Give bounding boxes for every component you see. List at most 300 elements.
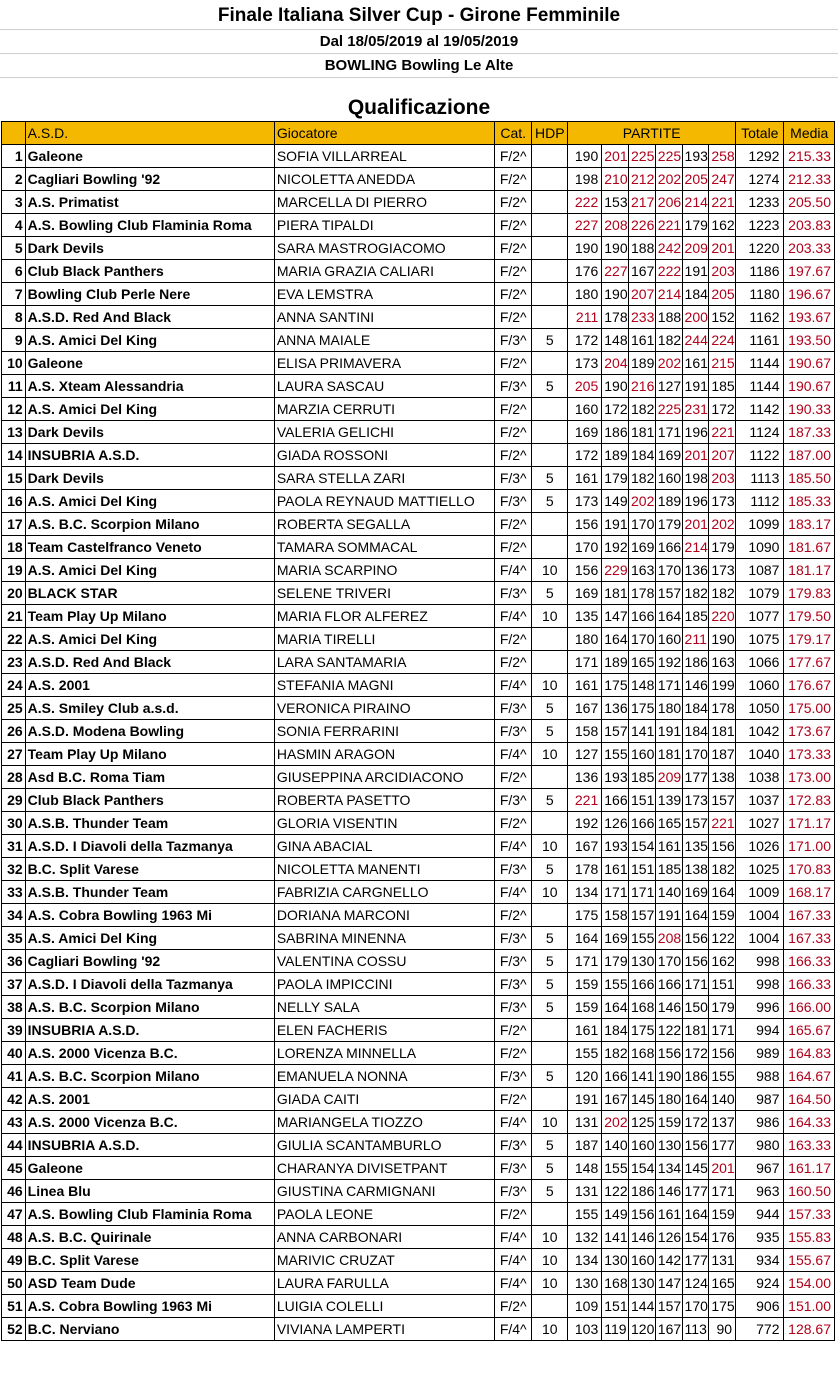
game-score-cell: 160 [655,467,682,490]
player-cell: LARA SANTAMARIA [274,651,494,674]
rank-cell: 14 [2,444,26,467]
game-score-cell: 136 [568,766,602,789]
table-row [2,927,835,950]
game-score-cell: 172 [602,398,629,421]
total-cell: 1186 [736,260,784,283]
average-cell: 173.00 [784,766,835,789]
handicap-cell: 5 [532,996,568,1019]
game-score-cell: 127 [568,743,602,766]
total-cell: 1233 [736,191,784,214]
handicap-cell [532,444,568,467]
rank-cell: 22 [2,628,26,651]
table-row [2,1272,835,1295]
average-cell: 187.33 [784,421,835,444]
average-cell: 164.50 [784,1088,835,1111]
game-score-cell: 177 [682,766,709,789]
category-cell: F/2^ [495,766,532,789]
table-row [2,973,835,996]
average-cell: 172.83 [784,789,835,812]
handicap-cell [532,1019,568,1042]
handicap-cell [532,214,568,237]
total-cell: 934 [736,1249,784,1272]
total-cell: 1180 [736,283,784,306]
game-score-cell: 193 [682,145,709,168]
game-score-cell: 144 [629,1295,656,1318]
category-cell: F/2^ [495,214,532,237]
total-cell: 1009 [736,881,784,904]
table-row [2,398,835,421]
game-score-cell: 170 [629,513,656,536]
total-cell: 987 [736,1088,784,1111]
game-score-cell: 176 [709,1226,736,1249]
game-score-cell: 233 [629,306,656,329]
game-score-cell: 200 [682,306,709,329]
category-cell: F/4^ [495,1318,532,1341]
player-cell: GLORIA VISENTIN [274,812,494,835]
player-cell: SOFIA VILLARREAL [274,145,494,168]
game-score-cell: 204 [602,352,629,375]
club-cell: A.S.D. Red And Black [25,651,274,674]
game-score-cell: 185 [629,766,656,789]
game-score-cell: 156 [682,1134,709,1157]
game-score-cell: 161 [568,467,602,490]
game-score-cell: 164 [602,628,629,651]
category-cell: F/2^ [495,421,532,444]
player-cell: NICOLETTA MANENTI [274,858,494,881]
game-score-cell: 122 [655,1019,682,1042]
category-cell: F/3^ [495,720,532,743]
rank-cell: 25 [2,697,26,720]
club-cell: A.S. Cobra Bowling 1963 Mi [25,904,274,927]
game-score-cell: 187 [709,743,736,766]
rank-cell: 46 [2,1180,26,1203]
game-score-cell: 172 [682,1111,709,1134]
rank-cell: 48 [2,1226,26,1249]
game-score-cell: 186 [682,1065,709,1088]
table-row [2,421,835,444]
col-header-hdp: HDP [532,122,568,145]
player-cell: GINA ABACIAL [274,835,494,858]
category-cell: F/2^ [495,168,532,191]
game-score-cell: 145 [629,1088,656,1111]
rank-cell: 28 [2,766,26,789]
game-score-cell: 182 [655,329,682,352]
game-score-cell: 109 [568,1295,602,1318]
table-row [2,329,835,352]
game-score-cell: 156 [629,1203,656,1226]
game-score-cell: 159 [709,904,736,927]
category-cell: F/2^ [495,237,532,260]
table-row [2,145,835,168]
game-score-cell: 180 [655,1088,682,1111]
total-cell: 1223 [736,214,784,237]
game-score-cell: 173 [682,789,709,812]
club-cell: A.S.D. I Diavoli della Tazmanya [25,973,274,996]
game-score-cell: 166 [655,536,682,559]
game-score-cell: 188 [655,306,682,329]
player-cell: MARCELLA DI PIERRO [274,191,494,214]
table-row [2,352,835,375]
rank-cell: 41 [2,1065,26,1088]
player-cell: GIULIA SCANTAMBURLO [274,1134,494,1157]
rank-cell: 24 [2,674,26,697]
game-score-cell: 167 [602,1088,629,1111]
game-score-cell: 156 [709,835,736,858]
game-score-cell: 225 [655,145,682,168]
player-cell: NELLY SALA [274,996,494,1019]
game-score-cell: 172 [568,329,602,352]
average-cell: 161.17 [784,1157,835,1180]
player-cell: GIADA ROSSONI [274,444,494,467]
game-score-cell: 231 [682,398,709,421]
handicap-cell: 10 [532,881,568,904]
game-score-cell: 220 [709,605,736,628]
average-cell: 181.17 [784,559,835,582]
rank-cell: 47 [2,1203,26,1226]
category-cell: F/3^ [495,467,532,490]
game-score-cell: 214 [682,191,709,214]
category-cell: F/2^ [495,352,532,375]
game-score-cell: 227 [602,260,629,283]
club-cell: Team Play Up Milano [25,743,274,766]
category-cell: F/2^ [495,513,532,536]
game-score-cell: 171 [682,973,709,996]
game-score-cell: 224 [709,329,736,352]
game-score-cell: 179 [709,536,736,559]
rank-cell: 18 [2,536,26,559]
game-score-cell: 130 [602,1249,629,1272]
club-cell: A.S.D. Red And Black [25,306,274,329]
handicap-cell: 5 [532,1065,568,1088]
game-score-cell: 207 [629,283,656,306]
game-score-cell: 173 [568,352,602,375]
category-cell: F/3^ [495,973,532,996]
game-score-cell: 159 [568,973,602,996]
game-score-cell: 184 [682,697,709,720]
club-cell: A.S. Cobra Bowling 1963 Mi [25,1295,274,1318]
game-score-cell: 161 [682,352,709,375]
game-score-cell: 196 [682,421,709,444]
total-cell: 944 [736,1203,784,1226]
average-cell: 166.33 [784,950,835,973]
player-cell: GIUSEPPINA ARCIDIACONO [274,766,494,789]
game-score-cell: 124 [682,1272,709,1295]
table-row [2,191,835,214]
club-cell: A.S.B. Thunder Team [25,812,274,835]
table-row [2,651,835,674]
handicap-cell [532,260,568,283]
club-cell: ASD Team Dude [25,1272,274,1295]
game-score-cell: 168 [629,1042,656,1065]
game-score-cell: 196 [682,490,709,513]
game-score-cell: 146 [682,674,709,697]
game-score-cell: 170 [568,536,602,559]
category-cell: F/2^ [495,1203,532,1226]
player-cell: PAOLA LEONE [274,1203,494,1226]
game-score-cell: 150 [682,996,709,1019]
club-cell: A.S. Amici Del King [25,559,274,582]
player-cell: MARIA TIRELLI [274,628,494,651]
player-cell: VIVIANA LAMPERTI [274,1318,494,1341]
total-cell: 989 [736,1042,784,1065]
rank-cell: 27 [2,743,26,766]
handicap-cell [532,651,568,674]
game-score-cell: 190 [602,237,629,260]
table-row [2,283,835,306]
total-cell: 1026 [736,835,784,858]
club-cell: A.S. Primatist [25,191,274,214]
table-row [2,605,835,628]
game-score-cell: 161 [655,835,682,858]
table-row [2,812,835,835]
game-score-cell: 171 [602,881,629,904]
game-score-cell: 175 [709,1295,736,1318]
category-cell: F/2^ [495,145,532,168]
handicap-cell [532,145,568,168]
game-score-cell: 180 [655,697,682,720]
club-cell: A.S.D. I Diavoli della Tazmanya [25,835,274,858]
handicap-cell: 10 [532,1249,568,1272]
game-score-cell: 164 [682,1203,709,1226]
game-score-cell: 141 [629,720,656,743]
game-score-cell: 182 [629,467,656,490]
average-cell: 177.67 [784,651,835,674]
game-score-cell: 201 [709,1157,736,1180]
game-score-cell: 211 [682,628,709,651]
rank-cell: 5 [2,237,26,260]
game-score-cell: 205 [682,168,709,191]
handicap-cell: 5 [532,973,568,996]
table-row [2,1318,835,1341]
game-score-cell: 164 [602,996,629,1019]
game-score-cell: 146 [655,996,682,1019]
handicap-cell: 5 [532,789,568,812]
game-score-cell: 159 [655,1111,682,1134]
handicap-cell: 10 [532,743,568,766]
category-cell: F/3^ [495,789,532,812]
table-row [2,467,835,490]
game-score-cell: 113 [682,1318,709,1341]
game-score-cell: 125 [629,1111,656,1134]
average-cell: 179.83 [784,582,835,605]
category-cell: F/2^ [495,444,532,467]
rank-cell: 16 [2,490,26,513]
rank-cell: 35 [2,927,26,950]
game-score-cell: 171 [709,1019,736,1042]
game-score-cell: 126 [602,812,629,835]
game-score-cell: 202 [629,490,656,513]
game-score-cell: 155 [629,927,656,950]
handicap-cell [532,536,568,559]
club-cell: A.S. Amici Del King [25,329,274,352]
game-score-cell: 156 [655,1042,682,1065]
game-score-cell: 139 [655,789,682,812]
game-score-cell: 173 [709,490,736,513]
handicap-cell [532,1203,568,1226]
total-cell: 1060 [736,674,784,697]
player-cell: ROBERTA SEGALLA [274,513,494,536]
game-score-cell: 162 [709,950,736,973]
player-cell: PAOLA IMPICCINI [274,973,494,996]
game-score-cell: 205 [568,375,602,398]
game-score-cell: 149 [602,490,629,513]
game-score-cell: 169 [655,444,682,467]
game-score-cell: 192 [655,651,682,674]
game-score-cell: 212 [629,168,656,191]
handicap-cell [532,237,568,260]
handicap-cell: 5 [532,490,568,513]
table-row [2,996,835,1019]
club-cell: A.S. Bowling Club Flaminia Roma [25,1203,274,1226]
game-score-cell: 171 [629,881,656,904]
total-cell: 986 [736,1111,784,1134]
average-cell: 167.33 [784,927,835,950]
average-cell: 173.67 [784,720,835,743]
game-score-cell: 166 [629,812,656,835]
total-cell: 1066 [736,651,784,674]
game-score-cell: 177 [682,1180,709,1203]
player-cell: SONIA FERRARINI [274,720,494,743]
table-header-row [2,122,835,145]
category-cell: F/2^ [495,628,532,651]
table-row [2,904,835,927]
handicap-cell [532,812,568,835]
category-cell: F/2^ [495,812,532,835]
average-cell: 170.83 [784,858,835,881]
game-score-cell: 131 [709,1249,736,1272]
game-score-cell: 165 [655,812,682,835]
game-score-cell: 167 [655,1318,682,1341]
total-cell: 1292 [736,145,784,168]
game-score-cell: 178 [709,697,736,720]
game-score-cell: 136 [602,697,629,720]
game-score-cell: 191 [568,1088,602,1111]
total-cell: 1004 [736,927,784,950]
game-score-cell: 155 [602,743,629,766]
average-cell: 205.50 [784,191,835,214]
game-score-cell: 202 [655,352,682,375]
game-score-cell: 178 [629,582,656,605]
table-row [2,950,835,973]
handicap-cell [532,766,568,789]
rank-cell: 32 [2,858,26,881]
game-score-cell: 221 [655,214,682,237]
game-score-cell: 154 [629,1157,656,1180]
category-cell: F/2^ [495,306,532,329]
total-cell: 967 [736,1157,784,1180]
total-cell: 1113 [736,467,784,490]
game-score-cell: 208 [655,927,682,950]
rank-cell: 31 [2,835,26,858]
game-score-cell: 134 [568,1249,602,1272]
handicap-cell [532,306,568,329]
handicap-cell [532,398,568,421]
total-cell: 1079 [736,582,784,605]
game-score-cell: 209 [682,237,709,260]
average-cell: 155.83 [784,1226,835,1249]
game-score-cell: 178 [602,306,629,329]
game-score-cell: 184 [682,720,709,743]
game-score-cell: 217 [629,191,656,214]
handicap-cell: 5 [532,720,568,743]
game-score-cell: 226 [629,214,656,237]
game-score-cell: 155 [568,1042,602,1065]
col-header-club: A.S.D. [25,122,274,145]
total-cell: 1075 [736,628,784,651]
game-score-cell: 160 [568,398,602,421]
category-cell: F/2^ [495,536,532,559]
game-score-cell: 184 [682,283,709,306]
game-score-cell: 120 [568,1065,602,1088]
game-score-cell: 211 [568,306,602,329]
average-cell: 128.67 [784,1318,835,1341]
game-score-cell: 247 [709,168,736,191]
game-score-cell: 165 [709,1272,736,1295]
game-score-cell: 148 [629,674,656,697]
table-row [2,1249,835,1272]
game-score-cell: 156 [709,1042,736,1065]
handicap-cell: 5 [532,1134,568,1157]
total-cell: 772 [736,1318,784,1341]
total-cell: 1090 [736,536,784,559]
game-score-cell: 138 [682,858,709,881]
handicap-cell [532,421,568,444]
player-cell: MARIVIC CRUZAT [274,1249,494,1272]
game-score-cell: 175 [568,904,602,927]
game-score-cell: 151 [629,858,656,881]
game-score-cell: 90 [709,1318,736,1341]
club-cell: INSUBRIA A.S.D. [25,444,274,467]
game-score-cell: 244 [682,329,709,352]
table-row [2,858,835,881]
rank-cell: 13 [2,421,26,444]
game-score-cell: 203 [709,467,736,490]
game-score-cell: 160 [655,628,682,651]
table-row [2,674,835,697]
category-cell: F/4^ [495,674,532,697]
total-cell: 1220 [736,237,784,260]
game-score-cell: 221 [709,812,736,835]
game-score-cell: 134 [568,881,602,904]
handicap-cell [532,283,568,306]
handicap-cell: 10 [532,835,568,858]
category-cell: F/3^ [495,996,532,1019]
rank-cell: 17 [2,513,26,536]
average-cell: 187.00 [784,444,835,467]
club-cell: A.S. 2000 Vicenza B.C. [25,1042,274,1065]
club-cell: Galeone [25,352,274,375]
col-header-pos [2,122,26,145]
handicap-cell: 10 [532,674,568,697]
game-score-cell: 147 [602,605,629,628]
table-row [2,260,835,283]
game-score-cell: 199 [709,674,736,697]
club-cell: B.C. Nerviano [25,1318,274,1341]
player-cell: NICOLETTA ANEDDA [274,168,494,191]
game-score-cell: 136 [682,559,709,582]
game-score-cell: 119 [602,1318,629,1341]
total-cell: 1037 [736,789,784,812]
club-cell: B.C. Split Varese [25,1249,274,1272]
rank-cell: 7 [2,283,26,306]
game-score-cell: 177 [709,1134,736,1157]
game-score-cell: 242 [655,237,682,260]
total-cell: 1144 [736,375,784,398]
average-cell: 154.00 [784,1272,835,1295]
game-score-cell: 182 [709,582,736,605]
club-cell: Linea Blu [25,1180,274,1203]
game-score-cell: 169 [682,881,709,904]
